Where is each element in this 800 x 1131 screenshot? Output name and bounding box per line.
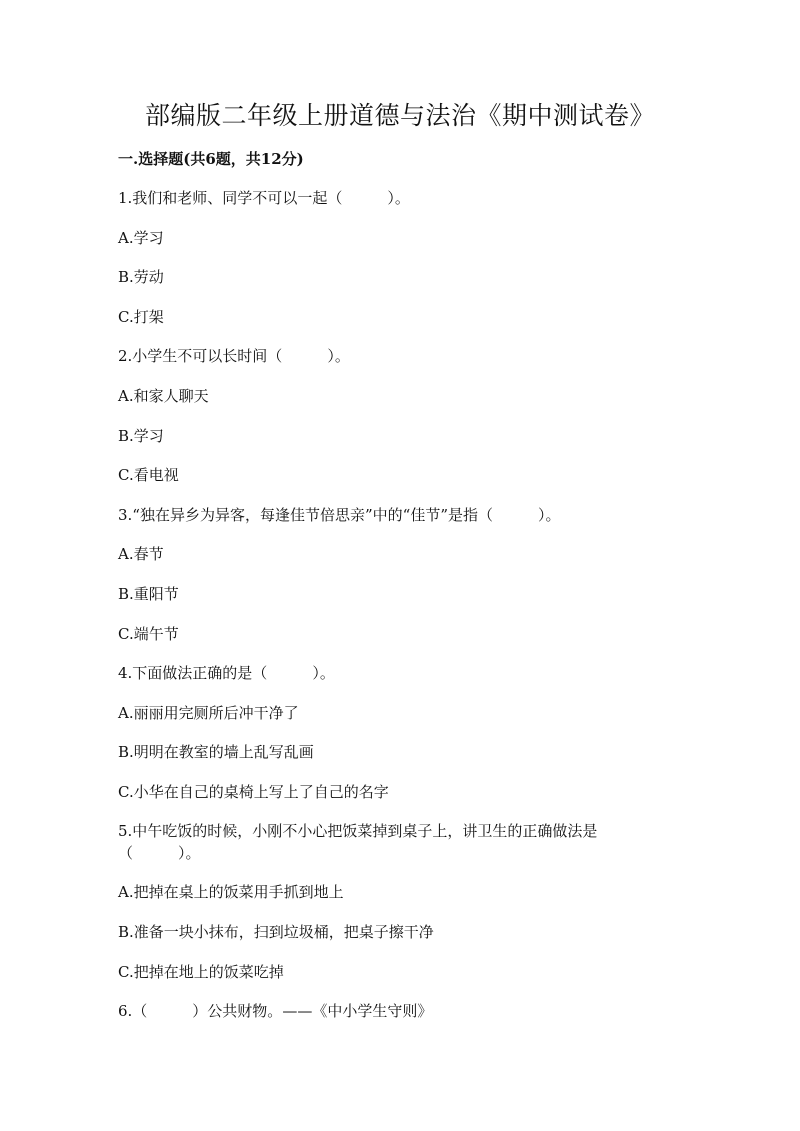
question-5-stem-line-2: （ ）。 — [118, 844, 201, 862]
question-2-option-b: B.学习 — [118, 427, 164, 445]
question-1-option-c: C.打架 — [118, 308, 164, 326]
question-5-option-c: C.把掉在地上的饭菜吃掉 — [118, 963, 284, 981]
question-3-option-b: B.重阳节 — [118, 585, 179, 603]
question-2-option-c: C.看电视 — [118, 466, 179, 484]
question-1-stem: 1.我们和老师、同学不可以一起（ ）。 — [118, 189, 410, 207]
question-5-option-b: B.准备一块小抹布，扫到垃圾桶，把桌子擦干净 — [118, 923, 434, 941]
question-6-stem: 6.（ ）公共财物。——《中小学生守则》 — [118, 1002, 433, 1020]
question-3-stem: 3.“独在异乡为异客，每逢佳节倍思亲”中的“佳节”是指（ ）。 — [118, 506, 561, 524]
question-4-option-a: A.丽丽用完厕所后冲干净了 — [118, 704, 299, 722]
page-title: 部编版二年级上册道德与法治《期中测试卷》 — [144, 101, 655, 130]
section-heading: 一.选择题(共6题，共12分) — [118, 150, 304, 168]
question-4-stem: 4.下面做法正确的是（ ）。 — [118, 664, 335, 682]
question-5-stem-line-1: 5.中午吃饭的时候，小刚不小心把饭菜掉到桌子上，讲卫生的正确做法是 — [118, 822, 598, 840]
question-2-stem: 2.小学生不可以长时间（ ）。 — [118, 347, 350, 365]
question-4-option-c: C.小华在自己的桌椅上写上了自己的名字 — [118, 783, 389, 801]
question-1-option-a: A.学习 — [118, 229, 164, 247]
question-5-option-a: A.把掉在桌上的饭菜用手抓到地上 — [118, 883, 344, 901]
question-4-option-b: B.明明在教室的墙上乱写乱画 — [118, 743, 314, 761]
question-1-option-b: B.劳动 — [118, 268, 164, 286]
question-2-option-a: A.和家人聊天 — [118, 387, 209, 405]
question-3-option-a: A.春节 — [118, 545, 164, 563]
question-3-option-c: C.端午节 — [118, 625, 179, 643]
